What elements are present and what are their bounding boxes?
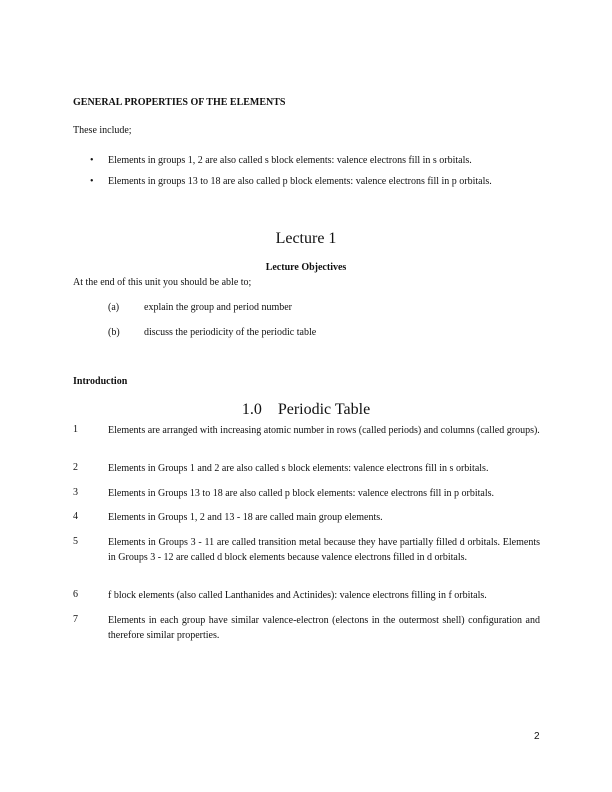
item-number: 7 (73, 614, 78, 625)
bullet-icon: • (90, 176, 94, 187)
list-item: Elements in each group have similar valence-electron (electons in the outermost shell) configuration and therefore similar properties. (108, 615, 540, 641)
introduction-heading: Introduction (73, 376, 128, 387)
list-item: f block elements (also called Lanthanides and Actinides): valence electrons filling in f orbitals. (108, 590, 487, 601)
list-item: Elements in Groups 3 - 11 are called transition metal because they have partially filled d orbitals. Elements in Groups 3 - 12 are called d block elements because valence electrons filled in d orbitals. (108, 537, 540, 563)
objective-text: discuss the periodicity of the periodic table (144, 327, 317, 338)
section-heading: GENERAL PROPERTIES OF THE ELEMENTS (73, 97, 286, 108)
item-number: 2 (73, 462, 78, 473)
objective-text: explain the group and period number (144, 302, 293, 313)
list-item: Elements in Groups 1 and 2 are also called s block elements: valence electrons fill in s orbitals. (108, 463, 489, 474)
objectives-heading: Lecture Objectives (265, 262, 347, 273)
objectives-intro: At the end of this unit you should be able to; (73, 277, 252, 288)
objective-label: (b) (108, 327, 120, 338)
list-item: Elements in Groups 1, 2 and 13 - 18 are called main group elements. (108, 512, 383, 523)
objective-label: (a) (108, 302, 120, 313)
item-number: 1 (73, 424, 78, 435)
item-number: 4 (73, 511, 78, 522)
item-number: 3 (73, 487, 78, 498)
bullet-item: Elements in groups 1, 2 are also called s block elements: valence electrons fill in s orbitals. (108, 155, 472, 166)
bullet-item: Elements in groups 13 to 18 are also called p block elements: valence electrons fill in p orbitals. (108, 176, 492, 187)
item-number: 5 (73, 536, 78, 547)
page-number: 2 (534, 731, 540, 742)
item-number: 6 (73, 589, 78, 600)
list-item: Elements in Groups 13 to 18 are also called p block elements: valence electrons fill in p orbitals. (108, 488, 495, 499)
section-title: 1.0 Periodic Table (241, 401, 371, 418)
bullet-icon: • (90, 155, 94, 166)
lecture-title: Lecture 1 (275, 230, 337, 247)
intro-text: These include; (73, 125, 132, 136)
list-item: Elements are arranged with increasing atomic number in rows (called periods) and columns (called groups). (108, 425, 540, 436)
